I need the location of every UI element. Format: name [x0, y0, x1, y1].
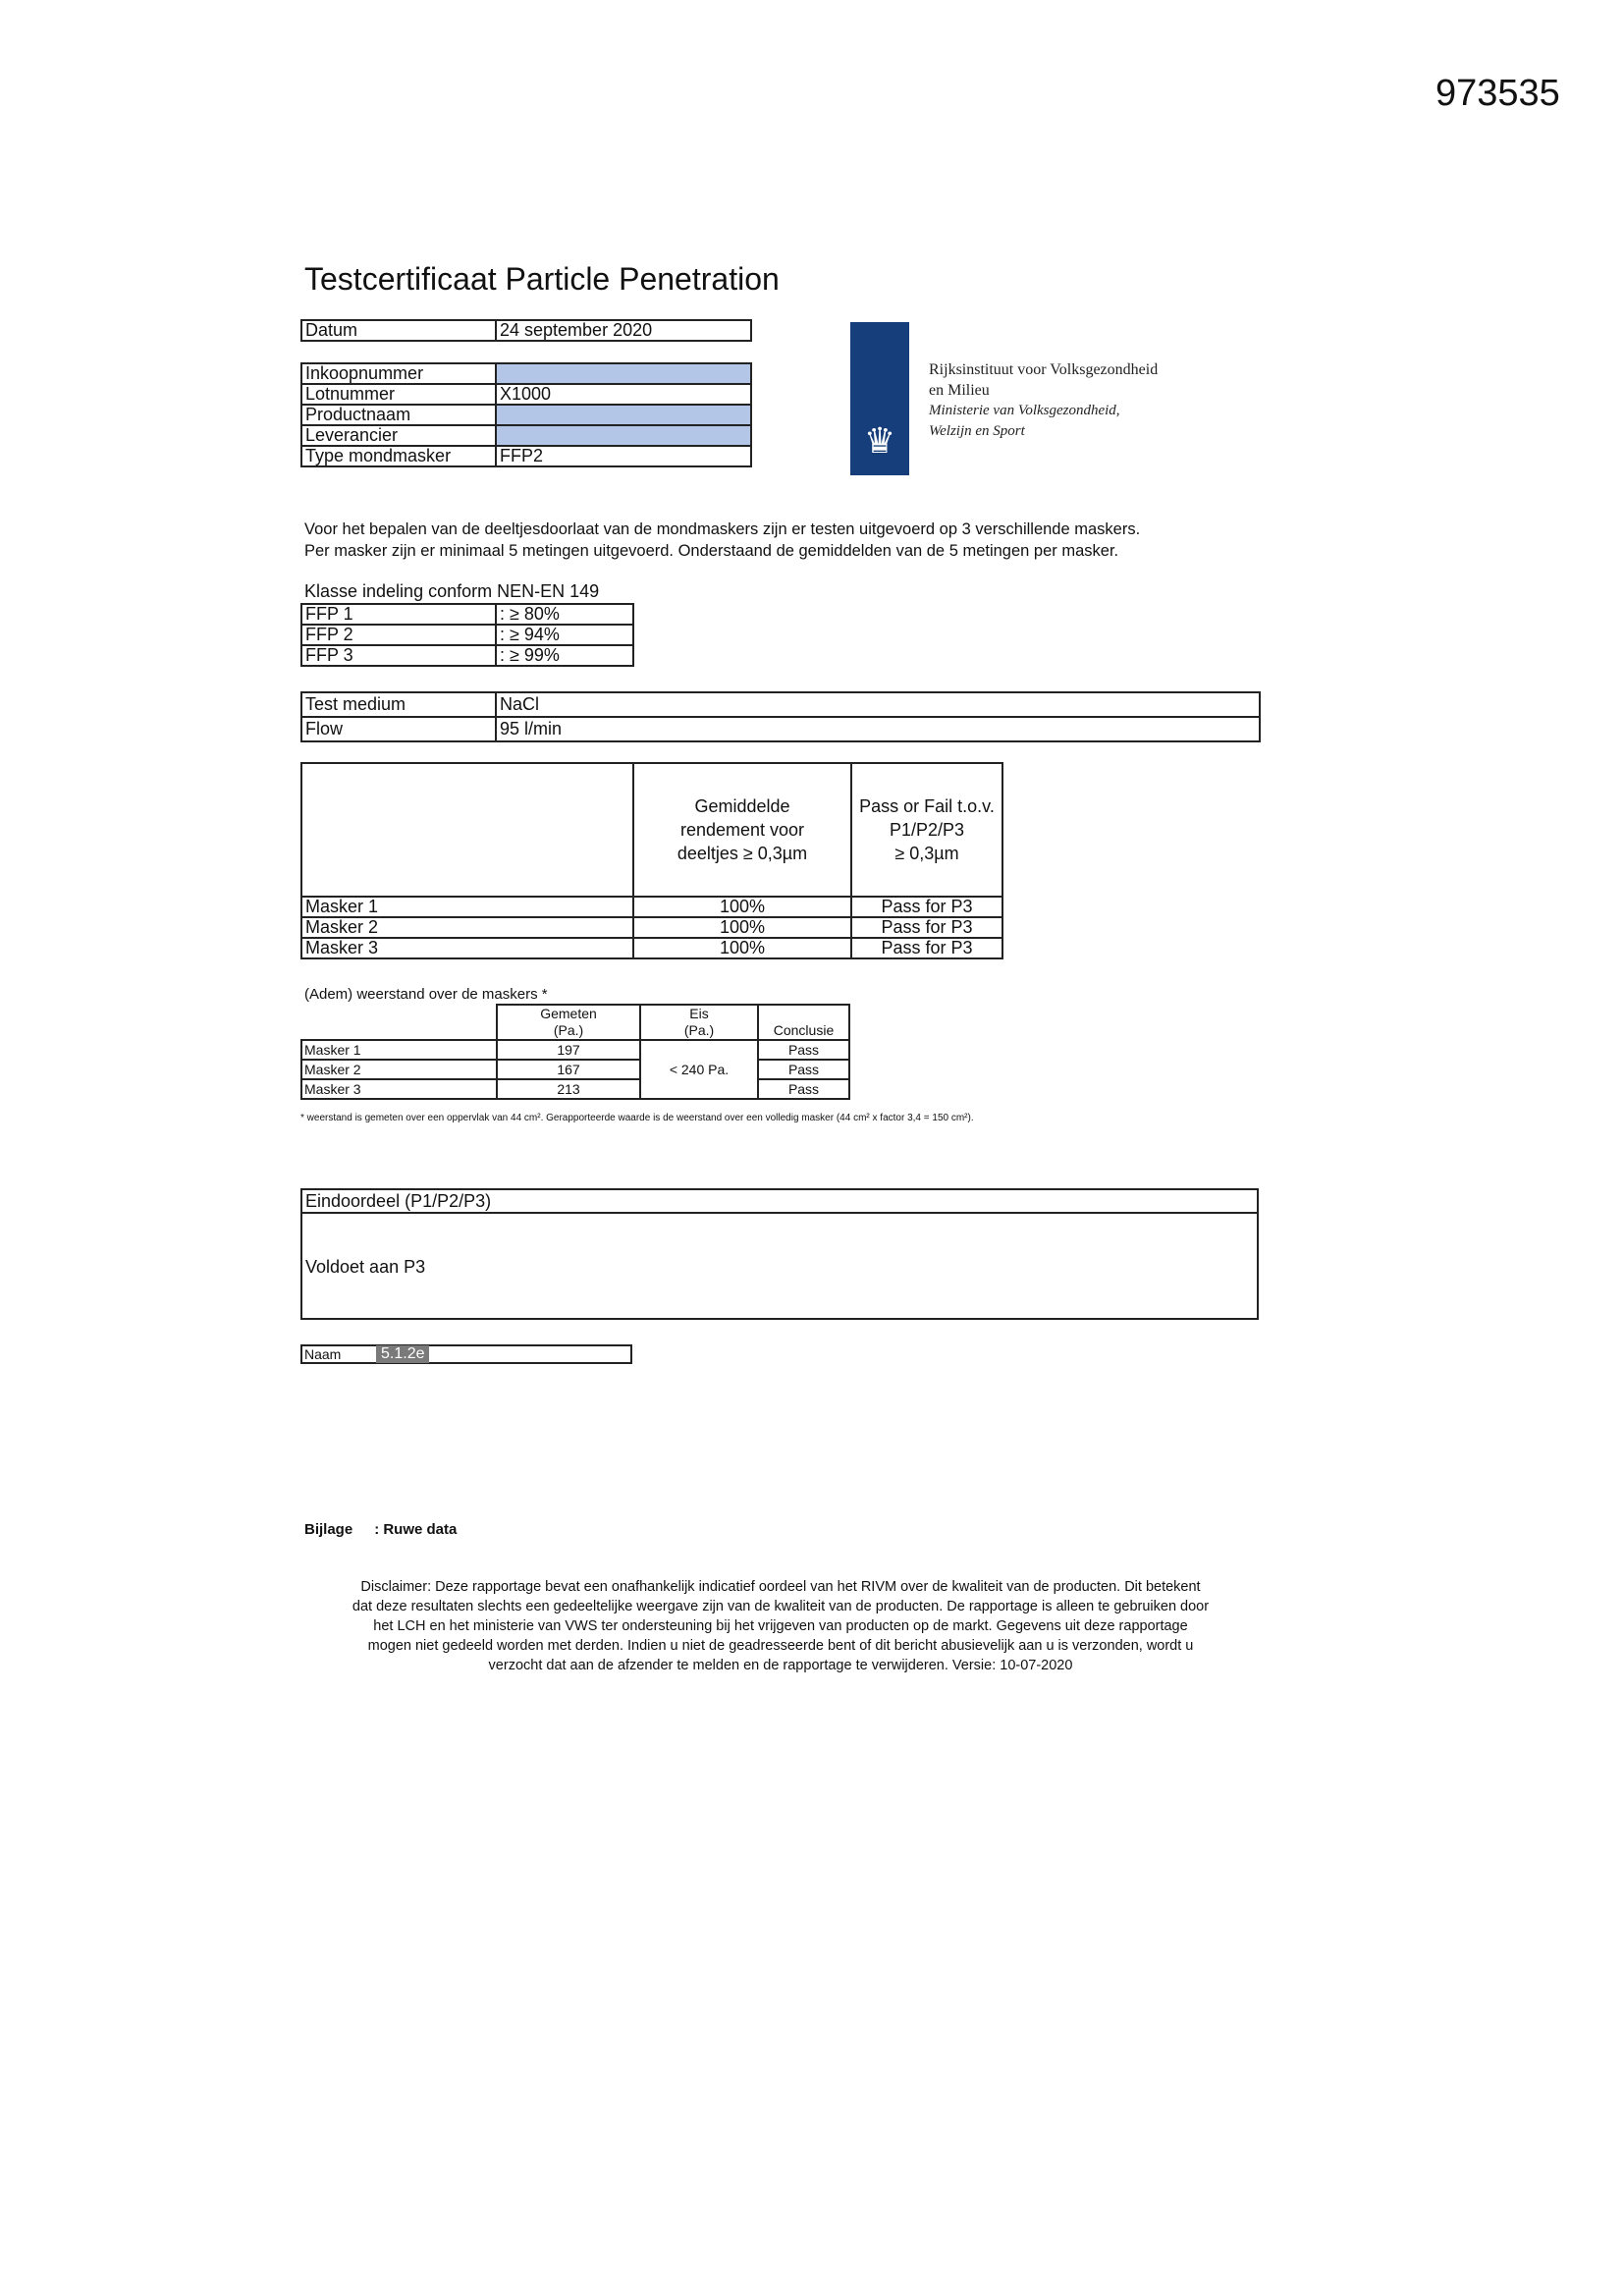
type-mondmasker-value: FFP2: [496, 446, 751, 466]
ffp3-value: : ≥ 99%: [496, 645, 633, 666]
table-row: [301, 938, 1002, 958]
adem-masker-2-value: 167: [497, 1060, 640, 1079]
table-row: [301, 1060, 849, 1079]
datum-table: [300, 319, 752, 342]
datum-label: Datum: [301, 320, 496, 341]
klasse-table: [300, 603, 634, 667]
document-number: 973535: [1435, 73, 1560, 114]
table-row: [301, 897, 1002, 917]
adem-masker-3-conclusie: Pass: [758, 1079, 849, 1099]
logo-line-1: Rijksinstituut voor Volksgezondheid: [929, 361, 1159, 378]
leverancier-value: [496, 425, 751, 446]
table-row: [301, 604, 633, 625]
table-row: [301, 1040, 849, 1060]
medium-table: [300, 691, 1261, 742]
logo-line-2: en Milieu: [929, 382, 990, 399]
adem-header-row: [301, 1005, 849, 1040]
lotnummer-value: X1000: [496, 384, 751, 405]
flow-label: Flow: [301, 717, 496, 741]
adem-footnote: * weerstand is gemeten over een oppervlak van 44 cm². Gerapporteerde waarde is de weerstand over een volledig masker (44 cm² x factor 3,4 = 150 cm²).: [300, 1113, 974, 1123]
table-row: [301, 917, 1002, 938]
logo-line-3: Ministerie van Volksgezondheid,: [929, 403, 1120, 418]
ffp3-label: FFP 3: [301, 645, 496, 666]
ffp2-label: FFP 2: [301, 625, 496, 645]
ffp2-value: : ≥ 94%: [496, 625, 633, 645]
results-header-empty: [301, 763, 633, 897]
masker-2-value: 100%: [633, 917, 851, 938]
masker-1-label: Masker 1: [301, 897, 633, 917]
table-row: [301, 446, 751, 466]
intro-line-2: Per masker zijn er minimaal 5 metingen uitgevoerd. Onderstaand de gemiddelden van de 5 metingen per masker.: [304, 542, 1119, 560]
inkoopnummer-value: [496, 363, 751, 384]
productnaam-label: Productnaam: [301, 405, 496, 425]
bijlage: [304, 1521, 457, 1538]
page-title: Testcertificaat Particle Penetration: [304, 261, 780, 297]
masker-3-result: Pass for P3: [851, 938, 1002, 958]
disclaimer: Disclaimer: Deze rapportage bevat een onafhankelijk indicatief oordeel van het RIVM over de kwaliteit van de producten. Dit betekent dat deze resultaten slechts een gedeeltelijke weergave zijn van de kwaliteit van de producten. De rapportage is alleen te gebruiken door het LCH en het ministerie van VWS ter ondersteuning bij het vrijgeven van producten op de markt. Gegevens uit deze rapportage mogen niet gedeeld worden met derden. Indien u niet de geadresseerde bent of dit bericht abusievelijk aan u is verzonden, wordt u verzocht dat aan de afzender te melden en de rapportage te verwijderen. Versie: 10-07-2020: [352, 1579, 1210, 1673]
adem-masker-2-label: Masker 2: [301, 1060, 497, 1079]
bijlage-value: : Ruwe data: [374, 1521, 458, 1538]
type-mondmasker-label: Type mondmasker: [301, 446, 496, 466]
masker-3-value: 100%: [633, 938, 851, 958]
adem-title: (Adem) weerstand over de maskers *: [304, 986, 548, 1003]
eis-header: Eis (Pa.): [640, 1005, 758, 1040]
intro-line-1: Voor het bepalen van de deeltjesdoorlaat van de mondmaskers zijn er testen uitgevoerd op 3 verschillende maskers.: [304, 520, 1141, 538]
ffp1-label: FFP 1: [301, 604, 496, 625]
flow-value: 95 l/min: [496, 717, 1260, 741]
naam-redacted: 5.1.2e: [376, 1345, 429, 1363]
adem-masker-2-conclusie: Pass: [758, 1060, 849, 1079]
productnaam-value: [496, 405, 751, 425]
masker-3-label: Masker 3: [301, 938, 633, 958]
results-header-rendement: Gemiddelde rendement voor deeltjes ≥ 0,3µm: [633, 763, 851, 897]
eindoordeel-box: [300, 1188, 1259, 1320]
adem-masker-1-label: Masker 1: [301, 1040, 497, 1060]
adem-masker-3-value: 213: [497, 1079, 640, 1099]
gemeten-header: Gemeten (Pa.): [497, 1005, 640, 1040]
adem-masker-3-label: Masker 3: [301, 1079, 497, 1099]
inkoopnummer-label: Inkoopnummer: [301, 363, 496, 384]
crest-icon: ♛: [863, 420, 896, 461]
table-row: [301, 625, 633, 645]
product-info-table: [300, 362, 752, 467]
table-row: [301, 384, 751, 405]
datum-value: 24 september 2020: [496, 320, 751, 341]
eis-value: < 240 Pa.: [640, 1040, 758, 1099]
logo-text: [929, 359, 1158, 442]
eindoordeel-header: Eindoordeel (P1/P2/P3): [302, 1190, 1257, 1214]
conclusie-header: Conclusie: [758, 1005, 849, 1040]
bijlage-label: Bijlage: [304, 1521, 353, 1538]
test-medium-value: NaCl: [496, 692, 1260, 717]
table-row: [301, 1079, 849, 1099]
leverancier-label: Leverancier: [301, 425, 496, 446]
adem-masker-1-value: 197: [497, 1040, 640, 1060]
masker-1-result: Pass for P3: [851, 897, 1002, 917]
table-row: [301, 717, 1260, 741]
table-row: [301, 405, 751, 425]
eindoordeel-value: Voldoet aan P3: [305, 1257, 426, 1277]
intro-text: [304, 519, 1247, 562]
klasse-title: Klasse indeling conform NEN-EN 149: [304, 581, 600, 601]
masker-2-result: Pass for P3: [851, 917, 1002, 938]
table-row: [301, 692, 1260, 717]
masker-2-label: Masker 2: [301, 917, 633, 938]
results-header-row: [301, 763, 1002, 897]
results-table: [300, 762, 1003, 959]
adem-table: [300, 1004, 850, 1100]
adem-masker-1-conclusie: Pass: [758, 1040, 849, 1060]
logo-line-4: Welzijn en Sport: [929, 423, 1025, 439]
naam-label: Naam: [304, 1346, 342, 1362]
rijksoverheid-logo: [850, 322, 909, 475]
ffp1-value: : ≥ 80%: [496, 604, 633, 625]
table-row: [301, 425, 751, 446]
lotnummer-label: Lotnummer: [301, 384, 496, 405]
naam-field: [300, 1344, 632, 1364]
table-row: [301, 363, 751, 384]
masker-1-value: 100%: [633, 897, 851, 917]
results-header-passfail: Pass or Fail t.o.v. P1/P2/P3 ≥ 0,3µm: [851, 763, 1002, 897]
test-medium-label: Test medium: [301, 692, 496, 717]
table-row: [301, 645, 633, 666]
